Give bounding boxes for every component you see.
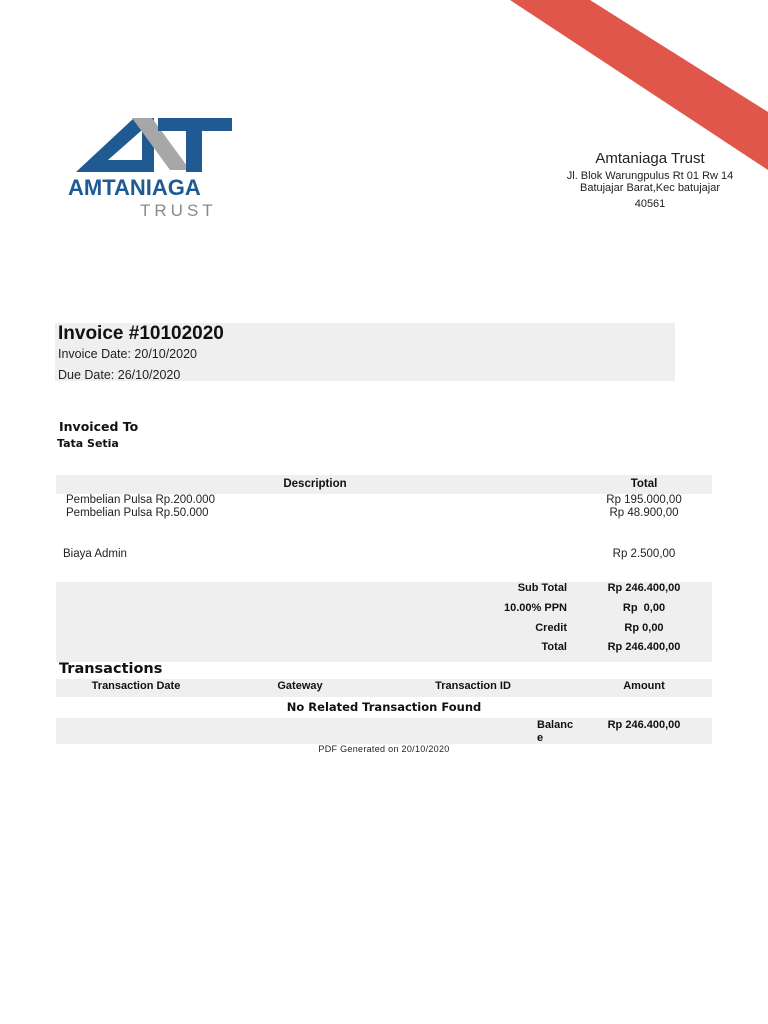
invoice-title: Invoice #10102020 [58, 323, 224, 344]
company-address-line2: Batujajar Barat,Kec batujajar [579, 182, 721, 194]
logo-text: AMTANIAGA [68, 175, 201, 200]
item-total: Rp 2.500,00 [612, 548, 676, 560]
amount-header: Amount [623, 680, 665, 692]
credit-label: Credit [535, 622, 567, 634]
subtotal-value: Rp 246.400,00 [607, 582, 681, 594]
transaction-date-header: Transaction Date [91, 680, 181, 692]
tax-label: 10.00% PPN [504, 602, 567, 614]
balance-value: Rp 246.400,00 [607, 719, 681, 731]
invoice-due-date: Due Date: 26/10/2020 [58, 368, 181, 382]
balance-label: Balance [537, 719, 574, 744]
total-label: Total [541, 641, 567, 653]
transactions-title: Transactions [59, 661, 163, 677]
no-transactions-message: No Related Transaction Found [286, 700, 482, 714]
logo-sub-text: TRUST [140, 201, 217, 220]
company-postal-code: 40561 [634, 198, 666, 210]
credit-value: Rp 0,00 [624, 622, 664, 634]
item-description: Pembelian Pulsa Rp.200.000 [66, 494, 215, 506]
tax-value: Rp 0,00 [622, 602, 666, 614]
invoiced-to-name: Tata Setia [57, 437, 119, 450]
invoice-date: Invoice Date: 20/10/2020 [58, 347, 197, 361]
company-logo [62, 112, 237, 220]
item-total: Rp 48.900,00 [609, 507, 679, 519]
item-total: Rp 195.000,00 [606, 494, 682, 506]
company-address-line1: Jl. Blok Warungpulus Rt 01 Rw 14 [566, 170, 734, 182]
total-value: Rp 246.400,00 [607, 641, 681, 653]
gateway-header: Gateway [277, 680, 323, 692]
subtotal-label: Sub Total [517, 582, 567, 594]
item-description: Biaya Admin [63, 548, 127, 560]
description-header: Description [283, 478, 347, 490]
pdf-generated-footer: PDF Generated on 20/10/2020 [318, 744, 450, 754]
invoiced-to-label: Invoiced To [59, 419, 139, 434]
item-description: Pembelian Pulsa Rp.50.000 [66, 507, 209, 519]
transaction-id-header: Transaction ID [435, 680, 511, 692]
company-name: Amtaniaga Trust [595, 150, 705, 167]
total-header: Total [630, 478, 658, 490]
